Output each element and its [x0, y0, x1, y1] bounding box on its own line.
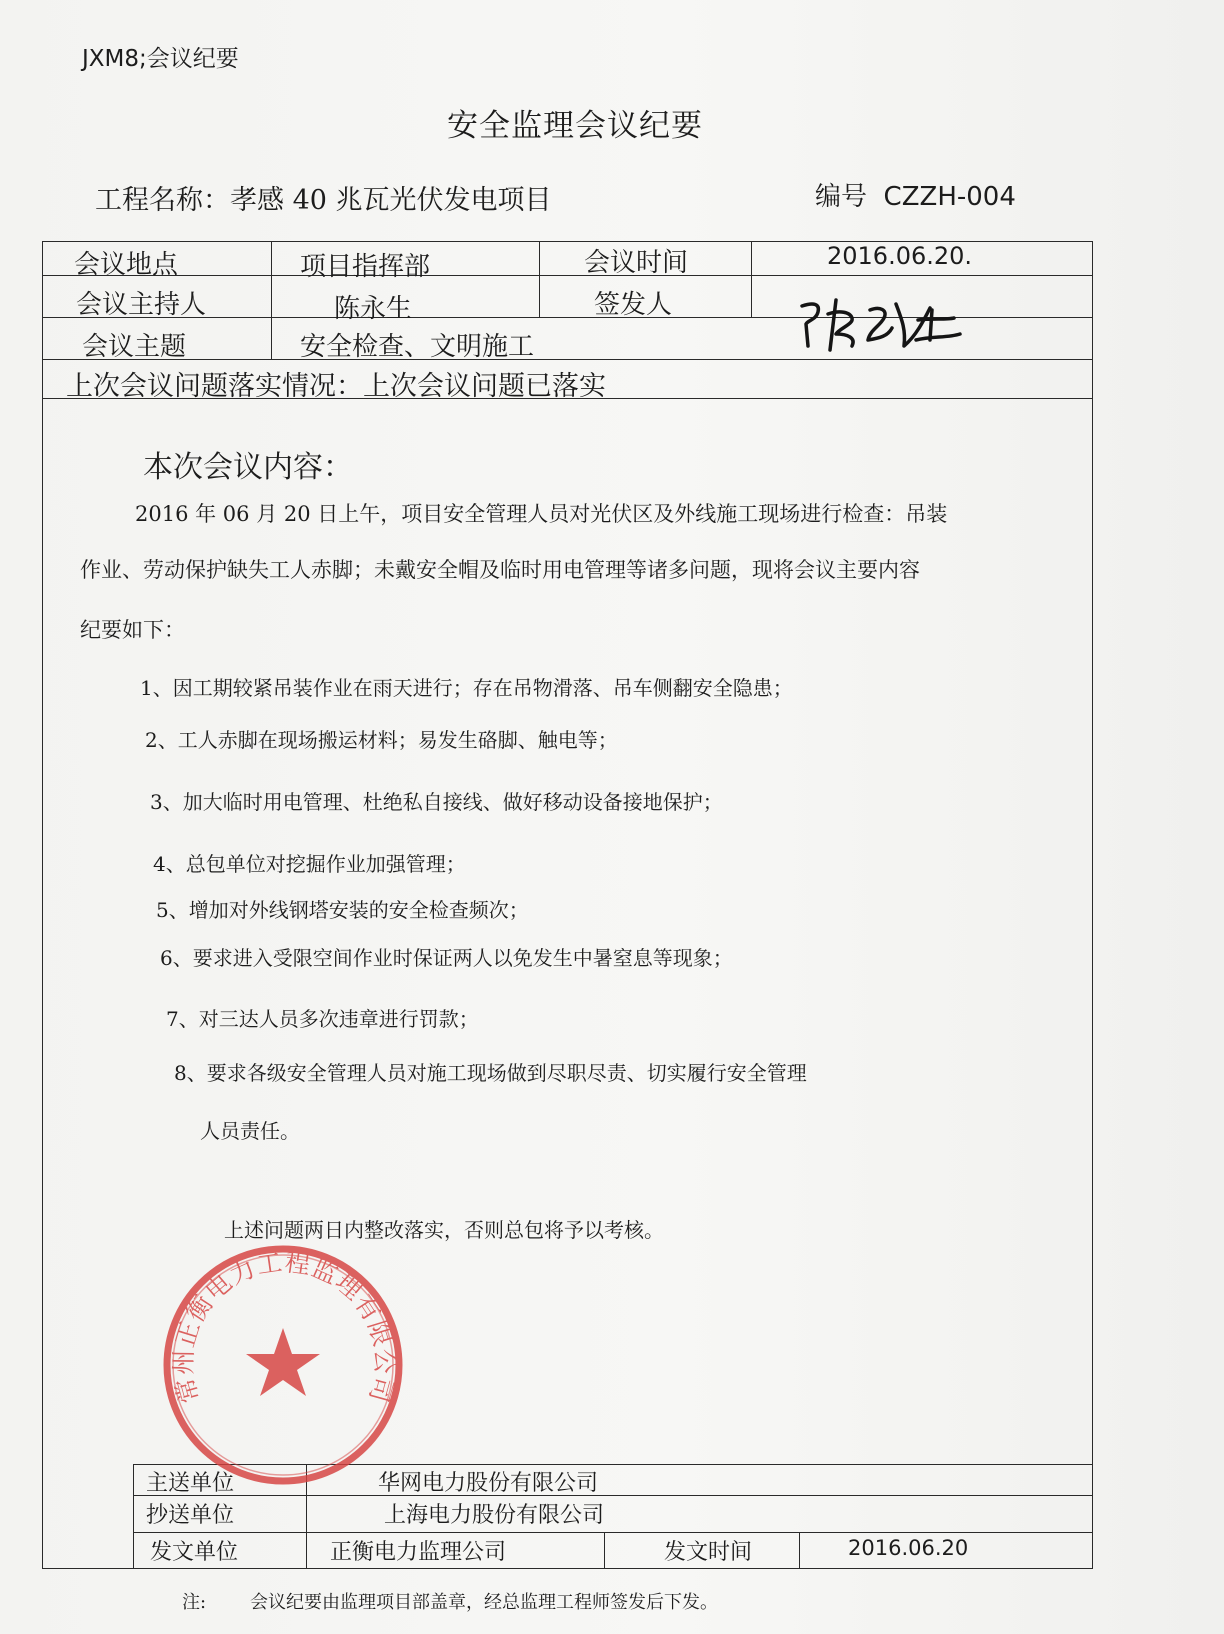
closing-note: 上述问题两日内整改落实，否则总包将予以考核。: [224, 1218, 664, 1242]
document-title: 安全监理会议纪要: [447, 108, 703, 144]
host-label: 会议主持人: [76, 290, 207, 320]
intro-line: 作业、劳动保护缺失工人赤脚；未戴安全帽及临时用电管理等诸多问题，现将会议主要内容: [80, 558, 920, 582]
row-divider: [133, 1532, 1092, 1533]
list-item: 人员责任。: [200, 1119, 300, 1143]
column-divider: [604, 1532, 605, 1568]
cc-label: 抄送单位: [146, 1503, 235, 1528]
from-label: 发文单位: [150, 1540, 239, 1565]
issue-date-label: 发文时间: [664, 1540, 753, 1565]
issuer-signature: [792, 290, 972, 360]
time-label: 会议时间: [584, 248, 689, 278]
document-number-value: CZZH-004: [883, 182, 1016, 212]
column-divider: [133, 1464, 134, 1568]
company-seal: [158, 1240, 408, 1490]
note-text: 会议纪要由监理项目部盖章，经总监理工程师签发后下发。: [250, 1592, 718, 1613]
intro-line: 2016 年 06 月 20 日上午，项目安全管理人员对光伏区及外线施工现场进行检查：吊装: [135, 502, 948, 526]
document-number: [815, 176, 1016, 213]
topic-label: 会议主题: [82, 332, 187, 362]
previous-issues: 上次会议问题落实情况：上次会议问题已落实: [66, 371, 606, 402]
document-number-label: 编号: [815, 182, 868, 212]
column-divider: [751, 242, 752, 317]
note-label: 注:: [182, 1592, 207, 1613]
column-divider: [271, 242, 272, 359]
issuer-label: 签发人: [594, 290, 673, 320]
host-value: 陈永生: [334, 294, 413, 324]
list-item: 1、因工期较紧吊装作业在雨天进行；存在吊物滑落、吊车侧翻安全隐患；: [140, 676, 793, 700]
list-item: 8、要求各级安全管理人员对施工现场做到尽职尽责、切实履行安全管理: [174, 1061, 807, 1085]
list-item: 2、工人赤脚在现场搬运材料；易发生硌脚、触电等；: [145, 728, 618, 752]
column-divider: [539, 242, 540, 317]
content-heading: 本次会议内容：: [143, 450, 353, 485]
cc-value: 上海电力股份有限公司: [384, 1503, 605, 1528]
list-item: 7、对三达人员多次违章进行罚款；: [166, 1007, 479, 1031]
list-item: 3、加大临时用电管理、杜绝私自接线、做好移动设备接地保护；: [150, 790, 723, 814]
seal-text: 常州正衡电力工程监理有限公司: [168, 1247, 400, 1407]
main-to-label: 主送单位: [146, 1471, 235, 1496]
from-value: 正衡电力监理公司: [330, 1540, 507, 1565]
time-value: 2016.06.20.: [827, 242, 973, 270]
intro-line: 纪要如下：: [80, 618, 185, 642]
row-divider: [43, 275, 1092, 276]
seal-star-icon: [246, 1328, 320, 1396]
list-item: 5、增加对外线钢塔安装的安全检查频次；: [156, 898, 529, 922]
form-code: JXM8;会议纪要: [82, 46, 239, 72]
main-to-value: 华网电力股份有限公司: [378, 1471, 599, 1496]
location-label: 会议地点: [74, 250, 179, 280]
issue-date-value: 2016.06.20: [848, 1536, 969, 1560]
project-name: 工程名称：孝感 40 兆瓦光伏发电项目: [95, 185, 552, 216]
location-value: 项目指挥部: [300, 252, 431, 282]
row-divider: [133, 1495, 1092, 1496]
column-divider: [799, 1532, 800, 1568]
topic-value: 安全检查、文明施工: [300, 332, 535, 362]
list-item: 4、总包单位对挖掘作业加强管理；: [153, 852, 466, 876]
list-item: 6、要求进入受限空间作业时保证两人以免发生中暑窒息等现象；: [160, 946, 733, 970]
